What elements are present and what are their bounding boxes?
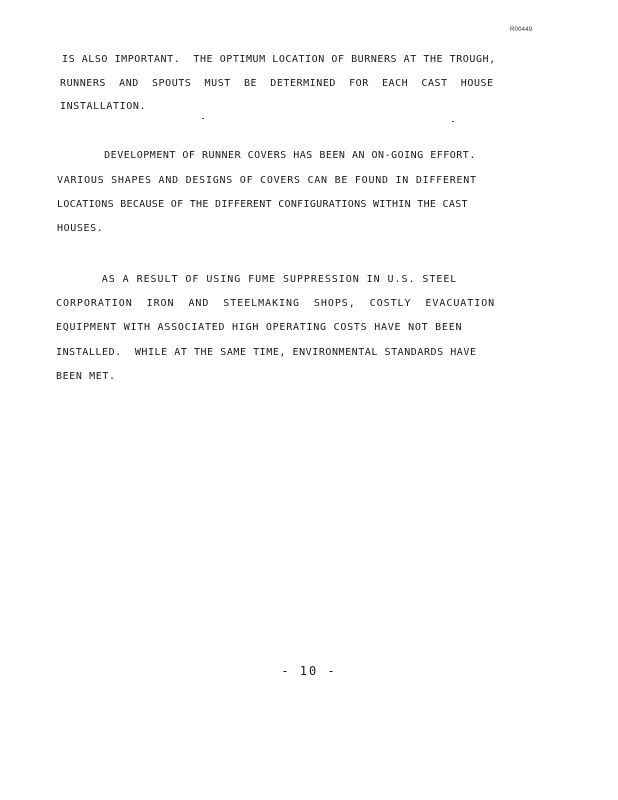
paragraph-2-line-4: HOUSES. <box>57 223 104 234</box>
paragraph-1-line-1: IS ALSO IMPORTANT. THE OPTIMUM LOCATION OF BURNERS AT THE TROUGH, <box>62 54 496 65</box>
paragraph-3-line-5: BEEN MET. <box>56 371 116 382</box>
paragraph-1-line-2: RUNNERS AND SPOUTS MUST BE DETERMINED FOR EACH CAST HOUSE <box>60 78 494 89</box>
document-id: R00449 <box>510 27 533 33</box>
scan-speck <box>452 121 454 122</box>
paragraph-3-line-1: AS A RESULT OF USING FUME SUPPRESSION IN U.S. STEEL <box>46 274 458 285</box>
page-number: - 10 - <box>281 664 337 678</box>
scan-speck <box>202 118 204 119</box>
paragraph-3-line-4: INSTALLED. WHILE AT THE SAME TIME, ENVIRONMENTAL STANDARDS HAVE <box>56 347 477 358</box>
paragraph-2-line-1: DEVELOPMENT OF RUNNER COVERS HAS BEEN AN ON-GOING EFFORT. <box>52 150 476 161</box>
paragraph-2-line-2: VARIOUS SHAPES AND DESIGNS OF COVERS CAN BE FOUND IN DIFFERENT <box>57 175 477 186</box>
paragraph-2-line-3: LOCATIONS BECAUSE OF THE DIFFERENT CONFIGURATIONS WITHIN THE CAST <box>57 199 468 210</box>
paragraph-1-line-3: INSTALLATION. <box>60 101 147 112</box>
paragraph-3-line-2: CORPORATION IRON AND STEELMAKING SHOPS, COSTLY EVACUATION <box>56 298 496 309</box>
paragraph-3-line-3: EQUIPMENT WITH ASSOCIATED HIGH OPERATING COSTS HAVE NOT BEEN <box>56 322 463 333</box>
